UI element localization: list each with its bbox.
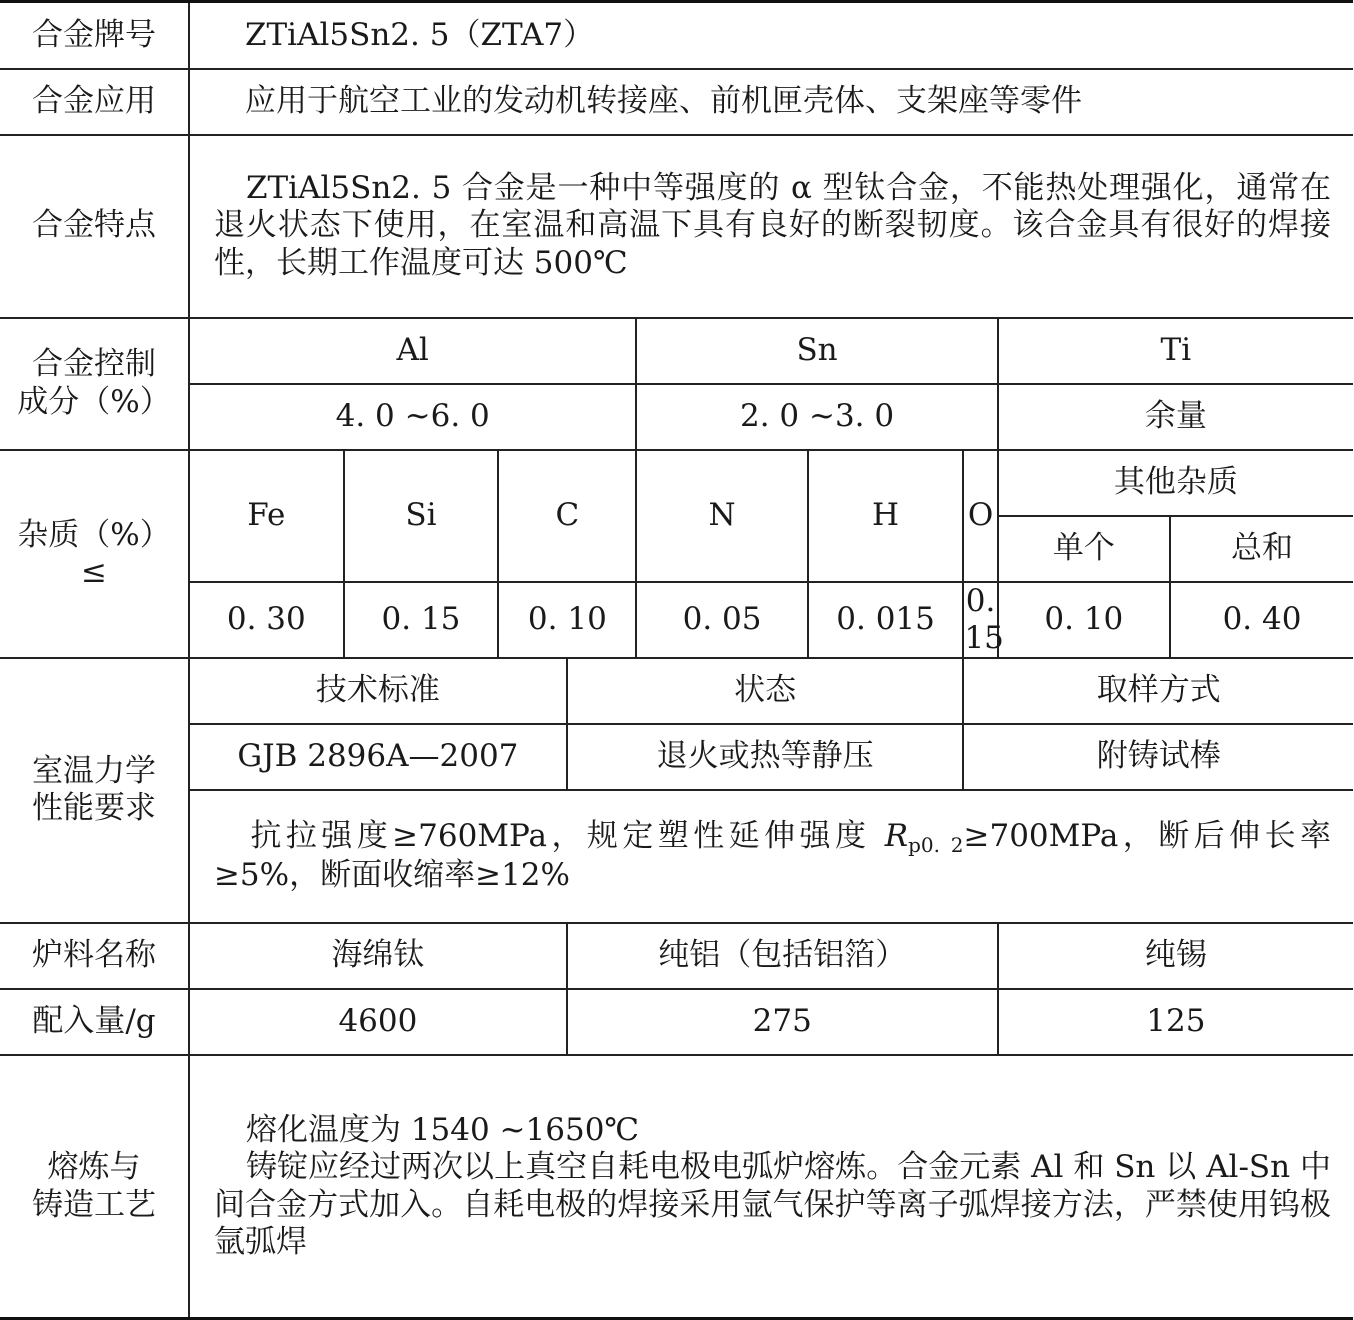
process-row [0,1055,1353,1319]
mechanical-req-subscript: p0. 2 [908,833,964,858]
impurity-value-single: 0. 10 [998,582,1170,658]
mechanical-label-line1: 室温力学 [31,753,156,790]
composition-value-sn: 2. 0 ~3. 0 [636,384,997,450]
impurity-value-si: 0. 15 [344,582,499,658]
mechanical-value-row [0,724,1353,790]
charge-row [0,923,1353,989]
impurity-header-si: Si [344,450,499,582]
mechanical-value-sampling: 附铸试棒 [963,724,1353,790]
composition-header-al: Al [189,318,636,384]
impurity-value-c: 0. 10 [498,582,636,658]
process-para2-text: 铸锭应经过两次以上真空自耗电极电弧炉熔炼。合金元素 Al 和 Sn 以 Al-Sn 中间合金方式加入。自耗电极的焊接采用氩气保护等离子弧焊接方法，严禁使用钨极氩弧焊 [213,1149,1331,1260]
amount-row [0,989,1353,1055]
charge-item-al: 纯铝（包括铝箔） [567,923,998,989]
process-value [189,1055,1353,1319]
impurity-header-other: 其他杂质 [998,450,1353,516]
process-para1 [214,1112,1331,1149]
features-value [189,135,1353,318]
charge-label: 炉料名称 [0,923,189,989]
mechanical-requirement-row [0,790,1353,923]
composition-value-al: 4. 0 ~6. 0 [189,384,636,450]
impurity-label-line2: ≤ [80,553,107,590]
impurity-header-h: H [808,450,964,582]
composition-value-ti: 余量 [998,384,1353,450]
features-text: ZTiAl5Sn2. 5 合金是一种中等强度的 α 型钛合金，不能热处理强化，通常在退火状态下使用，在室温和高温下具有良好的断裂韧度。该合金具有很好的焊接性，长期工作温度可达 500℃ [213,170,1331,281]
mechanical-value-state: 退火或热等静压 [567,724,964,790]
impurity-label [0,450,189,658]
process-label-line1: 熔炼与 [47,1149,141,1186]
mechanical-header-standard: 技术标准 [189,658,567,724]
process-para1-text: 熔化温度为 1540 ~1650℃ [245,1112,640,1149]
impurity-header-c: C [498,450,636,582]
features-label: 合金特点 [0,135,189,318]
impurity-header-single: 单个 [998,516,1170,582]
impurity-header-fe: Fe [189,450,344,582]
impurity-label-line1: 杂质（%） [17,516,171,553]
composition-label [0,318,189,450]
charge-item-ti: 海绵钛 [189,923,567,989]
process-label-line2: 铸造工艺 [31,1186,156,1223]
mechanical-header-row [0,658,1353,724]
composition-header-sn: Sn [636,318,997,384]
composition-header-row [0,318,1353,384]
amount-value-al: 275 [567,989,998,1055]
impurity-header-total: 总和 [1170,516,1353,582]
mechanical-header-state: 状态 [567,658,964,724]
features-row [0,135,1353,318]
charge-item-sn: 纯锡 [998,923,1353,989]
application-row [0,69,1353,135]
mechanical-req-part2: ≥700MPa，断后伸长率≥5%，断面收缩率≥12% [213,818,1332,894]
impurity-header-o: O [963,450,997,582]
mechanical-req-symbol: R [884,818,909,855]
grade-row [0,2,1353,69]
process-para2 [214,1149,1331,1261]
mechanical-value-standard: GJB 2896A—2007 [189,724,567,790]
impurity-value-h: 0. 015 [808,582,964,658]
composition-label-line2: 成分（%） [17,383,171,420]
amount-value-ti: 4600 [189,989,567,1055]
impurity-value-n: 0. 05 [636,582,807,658]
mechanical-requirement [189,790,1353,923]
impurity-header-n: N [636,450,807,582]
mechanical-label-line2: 性能要求 [31,790,156,827]
process-label [0,1055,189,1319]
grade-value: ZTiAl5Sn2. 5（ZTA7） [189,2,1353,69]
application-label: 合金应用 [0,69,189,135]
composition-value-row [0,384,1353,450]
impurity-value-fe: 0. 30 [189,582,344,658]
application-value: 应用于航空工业的发动机转接座、前机匣壳体、支架座等零件 [189,69,1353,135]
grade-label: 合金牌号 [0,2,189,69]
mechanical-header-sampling: 取样方式 [963,658,1353,724]
amount-value-sn: 125 [998,989,1353,1055]
impurity-value-row [0,582,1353,658]
impurity-header-row [0,450,1353,516]
composition-header-ti: Ti [998,318,1353,384]
impurity-value-total: 0. 40 [1170,582,1353,658]
mechanical-req-part1: 抗拉强度≥760MPa，规定塑性延伸强度 [245,818,871,855]
composition-label-line1: 合金控制 [31,346,156,383]
amount-label: 配入量/g [0,989,189,1055]
mechanical-label [0,658,189,923]
impurity-value-o: 0. 15 [963,582,997,658]
